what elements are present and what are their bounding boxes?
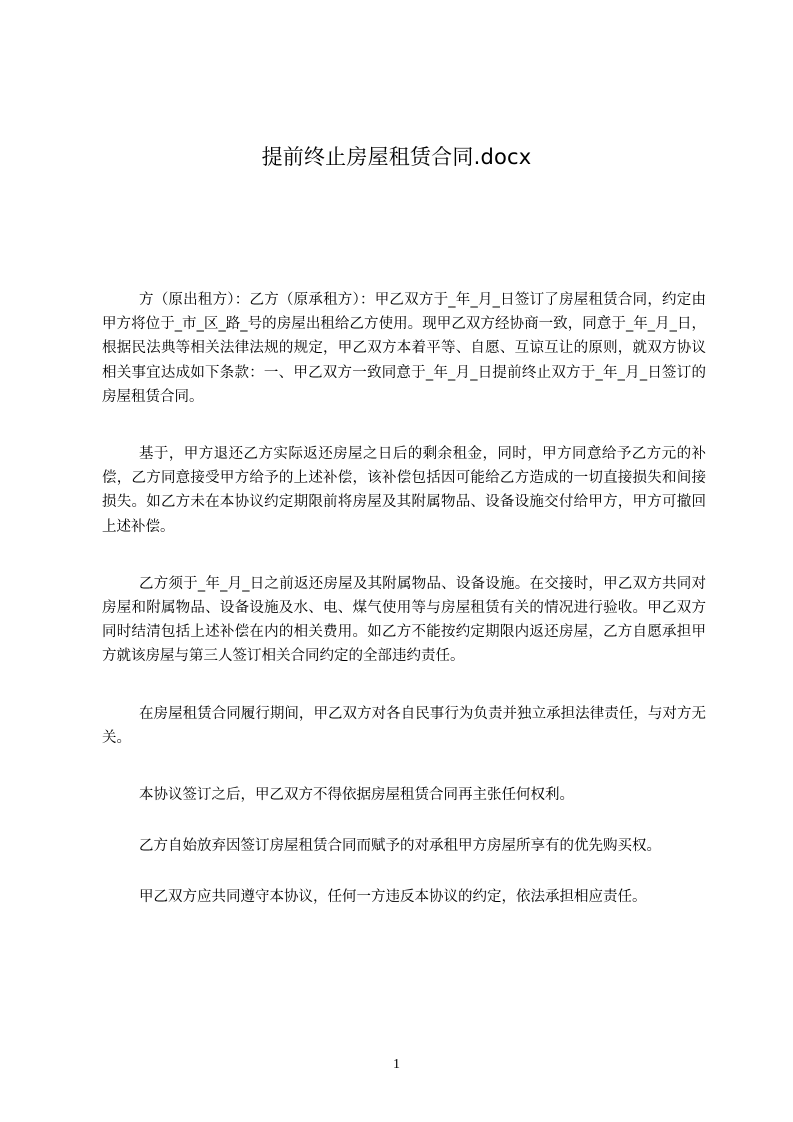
paragraph-5: 本协议签订之后，甲乙双方不得依据房屋租赁合同再主张任何权利。: [139, 787, 574, 804]
paragraph-4: 在房屋租赁合同履行期间，甲乙双方对各自民事行为负责并独立承担法律责任，与对方无关。: [102, 705, 706, 746]
paragraph-3: 乙方须于_年_月_日之前返还房屋及其附属物品、设备设施。在交接时，甲乙双方共同对房屋和附属物品、设备设施及水、电、煤气使用等与房屋租赁有关的情况进行验收。甲乙双方同时结清包括上述补偿在内的相关费用。如乙方不能按约定期限内返还房屋，乙方自愿承担甲方就该房屋与第三人签订相关合同约定的全部违约责任。: [102, 575, 706, 665]
document-body: [102, 288, 706, 937]
paragraph-7: 甲乙双方应共同遵守本协议，任何一方违反本协议的约定，依法承担相应责任。: [139, 889, 647, 906]
paragraph-2: 基于，甲方退还乙方实际返还房屋之日后的剩余租金，同时，甲方同意给予乙方元的补偿，乙方同意接受甲方给予的上述补偿，该补偿包括因可能给乙方造成的一切直接损失和间接损失。如乙方未在本协议约定期限前将房屋及其附属物品、设备设施交付给甲方，甲方可撤回上述补偿。: [102, 446, 706, 535]
document-title: 提前终止房屋租赁合同.docx: [261, 145, 532, 169]
paragraph-1: 方（原出租方）：乙方（原承租方）：甲乙双方于_年_月_日签订了房屋租赁合同，约定由甲方将位于_市_区_路_号的房屋出租给乙方使用。现甲乙双方经协商一致，同意于_年_月_日，根据民法典等相关法律法规的规定，甲乙双方本着平等、自愿、互谅互让的原则，就双方协议相关事宜达成如下条款：一、甲乙双方一致同意于_年_月_日提前终止双方于_年_月_日签订的房屋租赁合同。: [102, 292, 706, 405]
page-number: 1: [393, 1057, 400, 1072]
paragraph-6: 乙方自始放弃因签订房屋租赁合同而赋予的对承租甲方房屋所享有的优先购买权。: [139, 838, 661, 855]
